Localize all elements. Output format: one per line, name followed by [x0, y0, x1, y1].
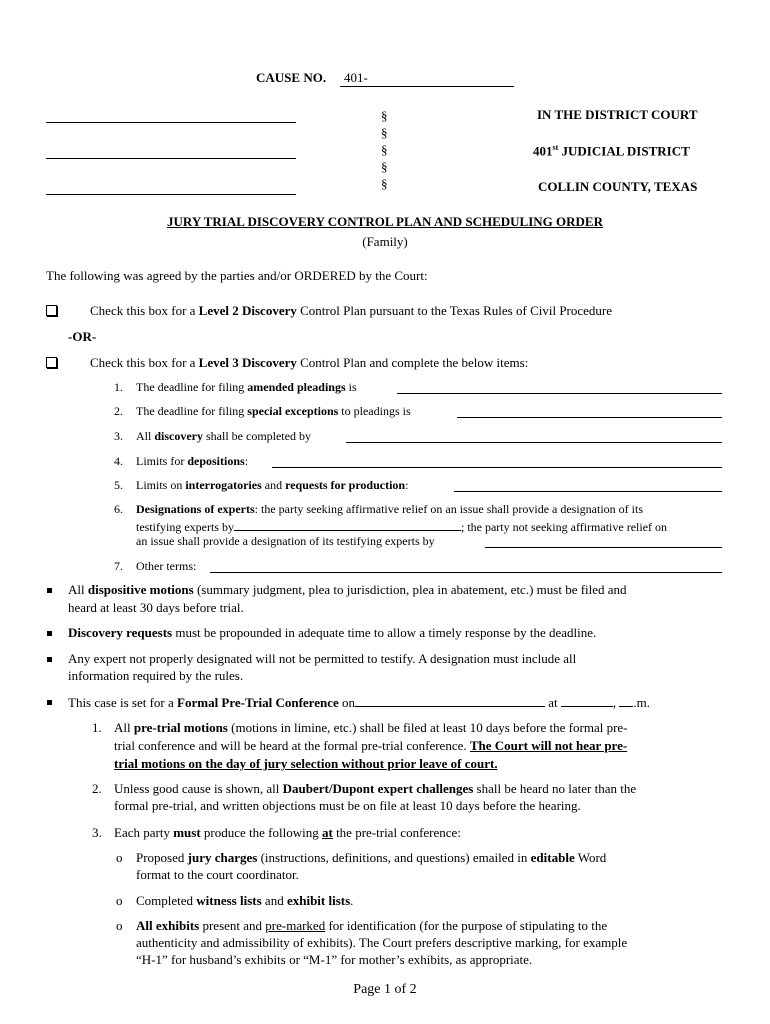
pretrial-motions-text: All pre-trial motions (motions in limine, etc.) shall be filed at least 10 days before the formal pre- — [114, 720, 628, 735]
daubert-challenges-text: Unless good cause is shown, all Daubert/Dupont expert challenges shall be heard no later than the — [114, 781, 637, 796]
depositions-field[interactable] — [272, 467, 722, 468]
amended-pleadings-field[interactable] — [397, 393, 722, 394]
expert-designation-line-2: testifying experts by ; the party not seeking affirmative relief on — [136, 520, 668, 534]
court-name: IN THE DISTRICT COURT — [537, 107, 698, 122]
level2-checkbox[interactable] — [46, 305, 57, 316]
discovery-deadline-field[interactable] — [346, 442, 722, 443]
intro-text: The following was agreed by the parties and/or ORDERED by the Court: — [46, 268, 428, 283]
party-line-1[interactable] — [46, 122, 296, 123]
level3-text: Check this box for a Level 3 Discovery Control Plan and complete the below items: — [90, 355, 529, 370]
pretrial-item-number: 2. — [92, 781, 102, 796]
jury-charges-text: Proposed jury charges (instructions, definitions, and questions) emailed in editable Word — [136, 850, 607, 865]
party-line-3[interactable] — [46, 194, 296, 195]
discovery-requests-text: Discovery requests must be propounded in adequate time to allow a timely response by the deadline. — [68, 625, 597, 640]
pretrial-item-number: 3. — [92, 825, 102, 840]
item-number: 3. — [114, 429, 123, 443]
witness-exhibit-lists-text: Completed witness lists and exhibit lists. — [136, 893, 354, 908]
document-title: JURY TRIAL DISCOVERY CONTROL PLAN AND SCHEDULING ORDER — [167, 214, 603, 229]
responding-expert-deadline-field[interactable] — [485, 547, 722, 548]
other-terms-field[interactable] — [210, 572, 722, 573]
sub-bullet: o — [116, 893, 123, 908]
section-symbols: § § § § § — [381, 108, 388, 191]
item-discovery-deadline: All discovery shall be completed by — [136, 429, 311, 443]
cause-number-field[interactable] — [340, 70, 514, 87]
county-name: COLLIN COUNTY, TEXAS — [538, 179, 698, 194]
item-number: 5. — [114, 478, 123, 492]
pretrial-motions-text-2: trial conference and will be heard at the formal pre-trial conference. The Court will not hear pre- — [114, 738, 628, 753]
item-expert-designations: Designations of experts: the party seeking affirmative relief on an issue shall provide a designation of its — [136, 502, 644, 516]
judicial-district: 401st JUDICIAL DISTRICT — [533, 143, 690, 159]
cause-number-value: 401- — [344, 70, 368, 85]
interrogatories-field[interactable] — [454, 491, 722, 492]
item-number: 4. — [114, 454, 123, 468]
item-number: 2. — [114, 404, 123, 418]
expert-deadline-field[interactable] — [234, 518, 461, 531]
item-other-terms: Other terms: — [136, 559, 197, 573]
item-special-exceptions: The deadline for filing special exceptions to pleadings is — [136, 404, 411, 418]
party-line-2[interactable] — [46, 158, 296, 159]
bullet-marker — [47, 657, 52, 662]
bullet-marker — [47, 588, 52, 593]
expert-designation-line-3: an issue shall provide a designation of its testifying experts by — [136, 534, 435, 548]
item-depositions: Limits for depositions: — [136, 454, 249, 468]
expert-designation-text: Any expert not properly designated will not be permitted to testify. A designation must include all — [68, 651, 577, 666]
dispositive-motions-text-2: heard at least 30 days before trial. — [68, 600, 244, 615]
or-divider: -OR- — [68, 329, 97, 344]
bullet-marker — [47, 700, 52, 705]
exhibits-text-2: authenticity and admissibility of exhibits). The Court prefers descriptive marking, for example — [136, 935, 628, 950]
item-number: 1. — [114, 380, 123, 394]
exhibits-text-3: “H-1” for husband’s exhibits or “M-1” for mother’s exhibits, as appropriate. — [136, 952, 533, 967]
pretrial-time-field[interactable] — [561, 694, 613, 707]
document-subtitle: (Family) — [362, 234, 408, 249]
special-exceptions-field[interactable] — [457, 417, 722, 418]
party-production-text: Each party must produce the following at the pre-trial conference: — [114, 825, 461, 840]
bullet-marker — [47, 631, 52, 636]
level3-checkbox[interactable] — [46, 357, 57, 368]
dispositive-motions-text: All dispositive motions (summary judgment, plea to jurisdiction, plea in abatement, etc.) must be filed and — [68, 582, 627, 597]
daubert-challenges-text-2: formal pre-trial, and written objections must be on file at least 10 days before the hearing. — [114, 798, 581, 813]
pretrial-motions-warning: trial motions on the day of jury selection without prior leave of court. — [114, 756, 498, 771]
pretrial-date-field[interactable] — [355, 694, 545, 707]
sub-bullet: o — [116, 918, 123, 933]
item-number: 6. — [114, 502, 123, 516]
item-interrogatories: Limits on interrogatories and requests for production: — [136, 478, 409, 492]
page-number: Page 1 of 2 — [353, 982, 417, 997]
level2-text: Check this box for a Level 2 Discovery Control Plan pursuant to the Texas Rules of Civil Procedure — [90, 303, 613, 318]
pretrial-ampm-field[interactable] — [619, 694, 633, 707]
pretrial-item-number: 1. — [92, 720, 102, 735]
sub-bullet: o — [116, 850, 123, 865]
pretrial-conference-text: This case is set for a Formal Pre-Trial Conference on at , .m. — [68, 695, 651, 710]
expert-designation-text-2: information required by the rules. — [68, 668, 244, 683]
item-amended-pleadings: The deadline for filing amended pleadings is — [136, 380, 357, 394]
item-number: 7. — [114, 559, 123, 573]
jury-charges-text-2: format to the court coordinator. — [136, 867, 299, 882]
cause-number-label: CAUSE NO. — [256, 70, 327, 85]
exhibits-text: All exhibits present and pre-marked for identification (for the purpose of stipulating to the — [136, 918, 608, 933]
